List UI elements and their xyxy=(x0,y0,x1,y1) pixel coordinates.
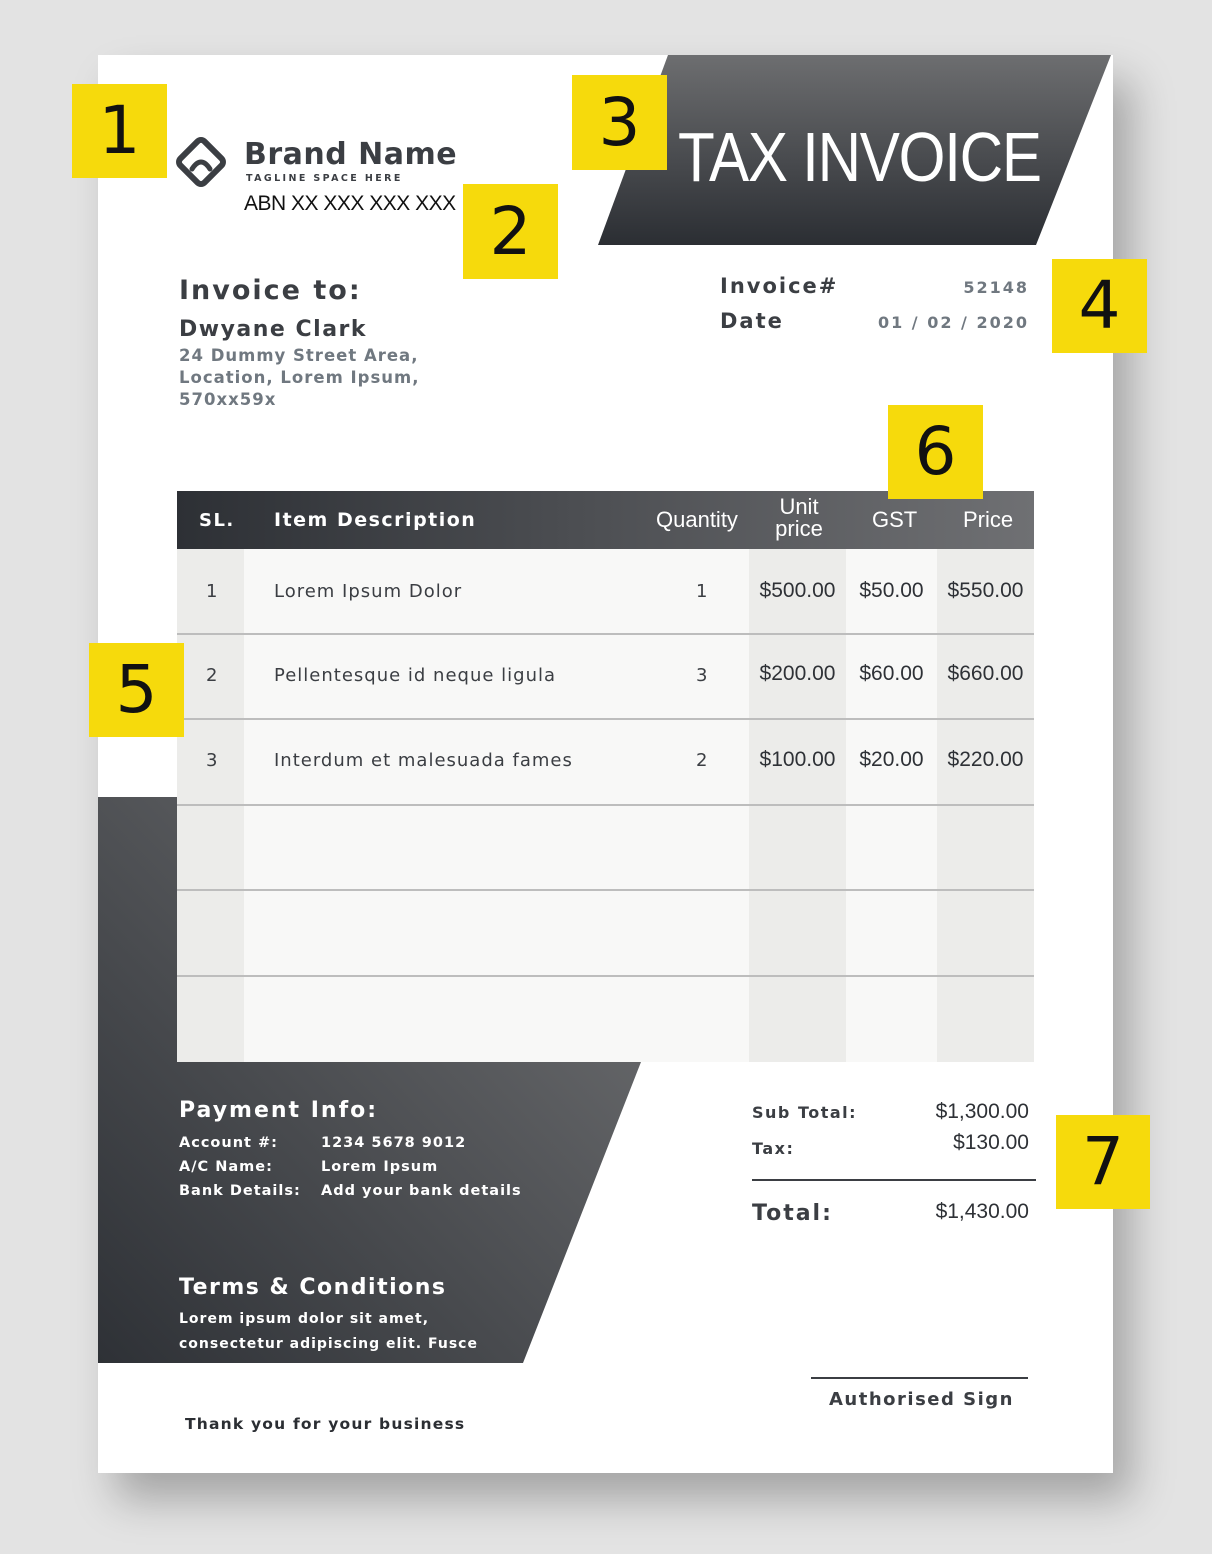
account-name-label: A/C Name: xyxy=(179,1159,273,1175)
abn-number: ABN XX XXX XXX XXX xyxy=(244,192,456,215)
customer-address-line-1: 24 Dummy Street Area, xyxy=(179,346,419,365)
row-1-gst: $50.00 xyxy=(859,579,924,602)
row-divider xyxy=(177,633,1034,635)
row-3-price: $220.00 xyxy=(947,748,1024,771)
invoice-page xyxy=(98,55,1113,1473)
header-item-description: Item Description xyxy=(274,509,477,531)
terms-heading: Terms & Conditions xyxy=(179,1275,447,1300)
header-price: Price xyxy=(963,507,1014,532)
row-2-unit-price: $200.00 xyxy=(759,662,836,685)
row-3-unit-price: $100.00 xyxy=(759,748,836,771)
row-2-description: Pellentesque id neque ligula xyxy=(274,665,557,686)
thank-you-note: Thank you for your business xyxy=(185,1415,466,1433)
totals-divider xyxy=(752,1179,1036,1181)
callout-7: 7 xyxy=(1056,1115,1150,1209)
row-3-description: Interdum et malesuada fames xyxy=(274,750,573,771)
diamond-logo-icon xyxy=(170,131,232,193)
brand-tagline: TAGLINE SPACE HERE xyxy=(246,173,403,184)
row-3-gst: $20.00 xyxy=(859,748,924,771)
header-gst: GST xyxy=(872,507,918,532)
row-2-price: $660.00 xyxy=(947,662,1024,685)
callout-3: 3 xyxy=(572,75,667,170)
total-label: Total: xyxy=(752,1201,833,1226)
tax-value: $130.00 xyxy=(953,1131,1029,1154)
subtotal-label: Sub Total: xyxy=(752,1103,858,1122)
invoice-number-value: 52148 xyxy=(963,278,1029,297)
date-label: Date xyxy=(720,309,784,333)
row-divider xyxy=(177,804,1034,806)
tax-label: Tax: xyxy=(752,1139,795,1158)
row-divider xyxy=(177,889,1034,891)
header-unit-price-line-2: price xyxy=(775,516,823,541)
callout-6: 6 xyxy=(888,405,983,499)
header-unit-price xyxy=(768,496,830,540)
brand-name: Brand Name xyxy=(244,137,458,172)
header-unit-price-line-1: Unit xyxy=(779,494,819,519)
authorised-sign-label: Authorised Sign xyxy=(829,1389,1014,1410)
signature-line xyxy=(811,1377,1028,1379)
account-number-label: Account #: xyxy=(179,1135,278,1151)
subtotal-value: $1,300.00 xyxy=(935,1100,1029,1123)
header-sl: SL. xyxy=(199,509,235,531)
customer-address-line-3: 570xx59x xyxy=(179,390,277,409)
terms-line-2: consectetur adipiscing elit. Fusce xyxy=(179,1336,478,1352)
callout-2: 2 xyxy=(463,184,558,279)
row-3-quantity: 2 xyxy=(696,750,709,771)
row-1-sl: 1 xyxy=(206,581,219,602)
account-name-value: Lorem Ipsum xyxy=(321,1159,439,1175)
payment-info-heading: Payment Info: xyxy=(179,1098,379,1123)
invoice-to-heading: Invoice to: xyxy=(179,275,362,306)
row-1-unit-price: $500.00 xyxy=(759,579,836,602)
row-1-price: $550.00 xyxy=(947,579,1024,602)
date-value: 01 / 02 / 2020 xyxy=(877,313,1029,332)
callout-5: 5 xyxy=(89,643,184,737)
invoice-number-label: Invoice# xyxy=(720,274,839,298)
bank-details-value: Add your bank details xyxy=(321,1183,522,1199)
invoice-title: TAX INVOICE xyxy=(678,118,1041,196)
row-2-sl: 2 xyxy=(206,665,219,686)
row-divider xyxy=(177,718,1034,720)
customer-address-line-2: Location, Lorem Ipsum, xyxy=(179,368,420,387)
row-2-gst: $60.00 xyxy=(859,662,924,685)
row-2-quantity: 3 xyxy=(696,665,709,686)
customer-name: Dwyane Clark xyxy=(179,317,368,342)
bank-details-label: Bank Details: xyxy=(179,1183,301,1199)
header-quantity: Quantity xyxy=(656,507,738,532)
callout-1: 1 xyxy=(72,84,167,178)
row-divider xyxy=(177,975,1034,977)
row-1-quantity: 1 xyxy=(696,581,709,602)
row-1-description: Lorem Ipsum Dolor xyxy=(274,581,463,602)
total-value: $1,430.00 xyxy=(935,1200,1029,1223)
callout-4: 4 xyxy=(1052,259,1147,353)
account-number-value: 1234 5678 9012 xyxy=(321,1135,467,1151)
terms-line-1: Lorem ipsum dolor sit amet, xyxy=(179,1311,430,1327)
row-3-sl: 3 xyxy=(206,750,219,771)
